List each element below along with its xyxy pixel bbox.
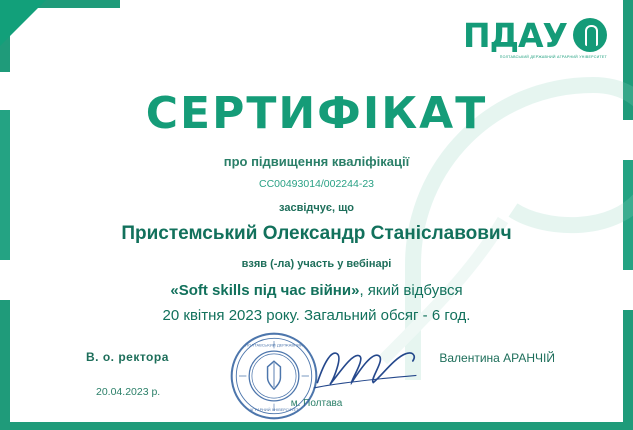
logo-text: ПДАУ (463, 15, 567, 55)
handwritten-signature-icon (312, 342, 420, 398)
signer-role: В. о. ректора (86, 350, 169, 364)
logo-subtitle: ПОЛТАВСЬКИЙ ДЕРЖАВНИЙ АГРАРНИЙ УНІВЕРСИТЕТ (499, 55, 607, 59)
webinar-line (0, 282, 633, 299)
recipient-name: Пристемський Олександр Станіславович (121, 223, 512, 244)
webinar-details: 20 квітня 2023 року. Загальний обсяг - 6 год. (162, 307, 471, 324)
certificate-number: СС00493014/002244-23 (258, 178, 374, 190)
attestation-line: засвідчує, що (279, 202, 354, 214)
official-seal-icon (228, 330, 320, 422)
certificate-title: СЕРТИФІКАТ (145, 88, 488, 139)
svg-text:АГРАРНИЙ УНІВЕРСИТЕТ: АГРАРНИЙ УНІВЕРСИТЕТ (249, 406, 299, 412)
webinar-title-suffix: , який відбувся (359, 282, 463, 299)
svg-text:ПОЛТАВСЬКИЙ ДЕРЖАВНИЙ: ПОЛТАВСЬКИЙ ДЕРЖАВНИЙ (245, 342, 303, 348)
participation-line: взяв (-ла) участь у вебінарі (241, 258, 392, 270)
signer-name: Валентина АРАНЧІЙ (439, 351, 555, 365)
certificate-subtitle: про підвищення кваліфікації (223, 154, 410, 169)
signature-city: м. Полтава (290, 398, 343, 409)
signature-block (0, 340, 633, 430)
signature-date: 20.04.2023 р. (96, 386, 161, 398)
webinar-title: «Soft skills під час війни» (170, 282, 360, 299)
